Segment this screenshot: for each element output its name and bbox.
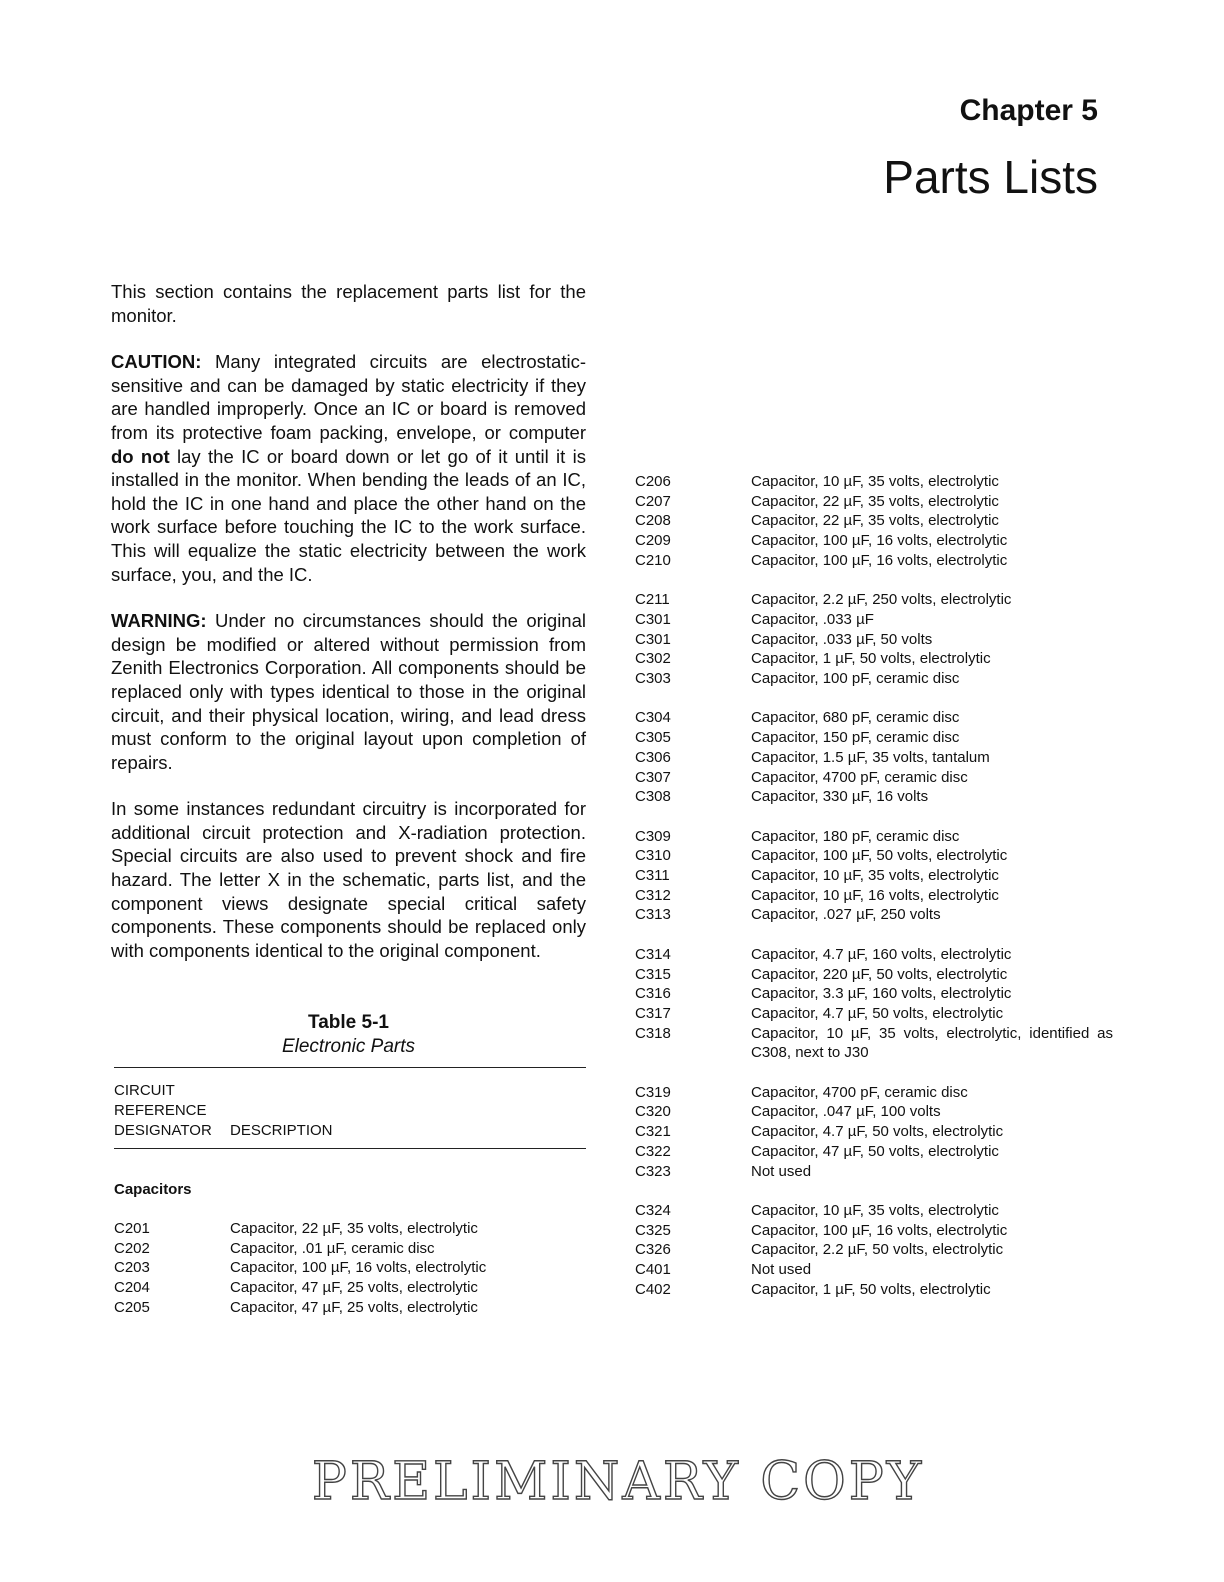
part-description: Capacitor, 22 µF, 35 volts, electrolytic	[230, 1220, 478, 1237]
part-description: Capacitor, 100 µF, 16 volts, electrolytic	[751, 551, 1008, 569]
circuit-designator: C303	[635, 670, 671, 687]
warning-paragraph	[111, 609, 586, 774]
circuit-designator: C326	[635, 1241, 671, 1259]
part-description: Capacitor, 100 µF, 16 volts, electrolytic	[751, 532, 1008, 550]
part-description: Capacitor, 47 µF, 50 volts, electrolytic	[751, 1142, 999, 1160]
part-description: Capacitor, 4700 pF, ceramic disc	[751, 768, 968, 786]
circuit-designator: C312	[635, 886, 671, 904]
part-description: Capacitor, 10 µF, 35 volts, electrolytic	[751, 1201, 999, 1219]
warning-label: WARNING:	[111, 610, 207, 632]
circuit-designator: C313	[635, 906, 671, 924]
part-description: Capacitor, .033 µF	[751, 610, 874, 628]
part-description: Capacitor, 3.3 µF, 160 volts, electrolytic	[751, 985, 1012, 1003]
circuit-designator: C204	[114, 1279, 150, 1297]
column-header-description: DESCRIPTION	[230, 1122, 333, 1139]
part-description: Capacitor, 1 µF, 50 volts, electrolytic	[751, 1280, 991, 1298]
circuit-designator: C209	[635, 532, 671, 550]
part-description: Capacitor, 220 µF, 50 volts, electrolytic	[751, 965, 1008, 983]
circuit-designator: C302	[635, 650, 671, 668]
warning-text: Under no circumstances should the original design be modified or altered without permission from Zenith Electronics Corporation. All components should be replaced only with types identical to those in the original circuit, and their physical location, wiring, and lead dress must conform to the original layout upon completion of repairs.	[111, 610, 586, 773]
part-description: Capacitor, .047 µF, 100 volts	[751, 1103, 941, 1121]
part-description: Capacitor, 10 µF, 35 volts, electrolytic	[751, 867, 999, 884]
circuit-designator: C324	[635, 1201, 671, 1219]
circuit-designator: C201	[114, 1220, 150, 1237]
table-title: Table 5-1	[308, 1012, 389, 1033]
circuit-designator: C318	[635, 1024, 671, 1042]
circuit-designator: C401	[635, 1261, 671, 1278]
circuit-designator: C306	[635, 748, 671, 766]
circuit-designator: C206	[635, 473, 671, 490]
part-description: Capacitor, .027 µF, 250 volts	[751, 906, 941, 924]
section-capacitors: Capacitors	[114, 1181, 192, 1198]
part-description: Capacitor, 10 µF, 35 volts, electrolytic	[751, 473, 999, 490]
circuit-designator: C325	[635, 1221, 671, 1239]
table-subtitle: Electronic Parts	[281, 1036, 416, 1057]
circuit-designator: C317	[635, 1004, 671, 1022]
part-description: Capacitor, 100 µF, 16 volts, electrolytic	[751, 1221, 1008, 1239]
intro-text	[111, 280, 586, 985]
part-description: Capacitor, 330 µF, 16 volts	[751, 788, 929, 806]
part-description: Capacitor, .01 µF, ceramic disc	[230, 1239, 435, 1257]
watermark: PRELIMINARY COPY	[311, 1452, 925, 1512]
chapter-label: Chapter 5	[959, 94, 1098, 127]
part-description: Capacitor, 47 µF, 25 volts, electrolytic	[230, 1298, 478, 1316]
circuit-designator: C207	[635, 492, 671, 510]
page-title: Parts Lists	[883, 151, 1098, 203]
circuit-designator: C304	[635, 709, 671, 727]
part-description: Capacitor, 22 µF, 35 volts, electrolytic	[751, 512, 999, 530]
circuit-designator: C301	[635, 610, 671, 628]
part-description: Capacitor, 10 µF, 16 volts, electrolytic	[751, 886, 999, 904]
caution-emphasis: do not	[111, 445, 170, 467]
circuit-designator: C314	[635, 945, 671, 963]
caution-text-a: Many integrated circuits are electrostatic-sensitive and can be damaged by static electricity if they are handled improperly. Once an IC or board is removed from its protective foam packing, envelope, or computer	[111, 351, 586, 443]
circuit-designator: C321	[635, 1123, 671, 1141]
part-description: Capacitor, 4.7 µF, 50 volts, electrolytic	[751, 1004, 1004, 1022]
part-description: Capacitor, 4.7 µF, 160 volts, electrolytic	[751, 945, 1012, 963]
part-description: Capacitor, 100 pF, ceramic disc	[751, 670, 960, 687]
redundancy-paragraph: In some instances redundant circuitry is incorporated for additional circuit protection and X-radiation protection. Special circuits are also used to prevent shock and fire hazard. The letter X in the schematic, parts list, and the component views designate special critical safety components. These components should be replaced only with components identical to the original component.	[111, 798, 586, 961]
circuit-designator: C210	[635, 551, 671, 569]
part-description: Capacitor, 4.7 µF, 50 volts, electrolytic	[751, 1123, 1004, 1141]
table-rule-bottom	[114, 1148, 586, 1149]
caution-paragraph	[111, 350, 586, 586]
header-reference: REFERENCE	[114, 1102, 207, 1119]
part-description: Capacitor, 10 µF, 35 volts, electrolytic, identified as C308, next to J30	[751, 1024, 1113, 1062]
circuit-designator: C316	[635, 985, 671, 1003]
circuit-designator: C315	[635, 965, 671, 983]
circuit-designator: C203	[114, 1259, 150, 1277]
circuit-designator: C305	[635, 729, 671, 747]
part-description: Capacitor, 680 pF, ceramic disc	[751, 709, 960, 727]
part-description: Capacitor, 100 µF, 50 volts, electrolytic	[751, 847, 1008, 865]
part-description: Capacitor, 180 pF, ceramic disc	[751, 827, 960, 845]
part-description: Not used	[751, 1162, 812, 1180]
part-description: Capacitor, 47 µF, 25 volts, electrolytic	[230, 1279, 478, 1297]
circuit-designator: C301	[635, 630, 671, 648]
circuit-designator: C211	[635, 591, 670, 609]
circuit-designator: C307	[635, 768, 671, 786]
part-description: Capacitor, 2.2 µF, 50 volts, electrolytic	[751, 1241, 1004, 1259]
column-header-designator	[114, 1081, 212, 1141]
part-description: Capacitor, 1 µF, 50 volts, electrolytic	[751, 650, 991, 668]
circuit-designator: C322	[635, 1142, 671, 1160]
part-description: Capacitor, 2.2 µF, 250 volts, electrolytic	[751, 591, 1012, 609]
circuit-designator: C205	[114, 1298, 150, 1316]
circuit-designator: C320	[635, 1103, 671, 1121]
circuit-designator: C311	[635, 867, 670, 884]
part-description: Capacitor, 22 µF, 35 volts, electrolytic	[751, 492, 999, 510]
caution-text-b: lay the IC or board down or let go of it until it is installed in the monitor. When bending the leads of an IC, hold the IC in one hand and place the other hand on the work surface before touching the IC to the work surface. This will equalize the static electricity between the work surface, you, and the IC.	[111, 445, 586, 585]
part-description: Capacitor, 100 µF, 16 volts, electrolytic	[230, 1259, 487, 1277]
intro-paragraph: This section contains the replacement parts list for the monitor.	[111, 281, 586, 326]
circuit-designator: C308	[635, 788, 671, 806]
circuit-designator: C202	[114, 1239, 150, 1257]
circuit-designator: C402	[635, 1280, 671, 1298]
circuit-designator: C309	[635, 827, 671, 845]
part-description: Not used	[751, 1261, 812, 1278]
circuit-designator: C323	[635, 1162, 671, 1180]
part-description: Capacitor, 4700 pF, ceramic disc	[751, 1083, 968, 1101]
table-rule-top	[114, 1067, 586, 1068]
part-description: Capacitor, 150 pF, ceramic disc	[751, 729, 960, 747]
circuit-designator: C319	[635, 1083, 671, 1101]
caution-label: CAUTION:	[111, 351, 202, 373]
header-circuit: CIRCUIT	[114, 1082, 175, 1099]
header-designator: DESIGNATOR	[114, 1122, 212, 1139]
part-description: Capacitor, 1.5 µF, 35 volts, tantalum	[751, 748, 990, 766]
circuit-designator: C208	[635, 512, 671, 530]
part-description: Capacitor, .033 µF, 50 volts	[751, 630, 933, 648]
circuit-designator: C310	[635, 847, 671, 865]
